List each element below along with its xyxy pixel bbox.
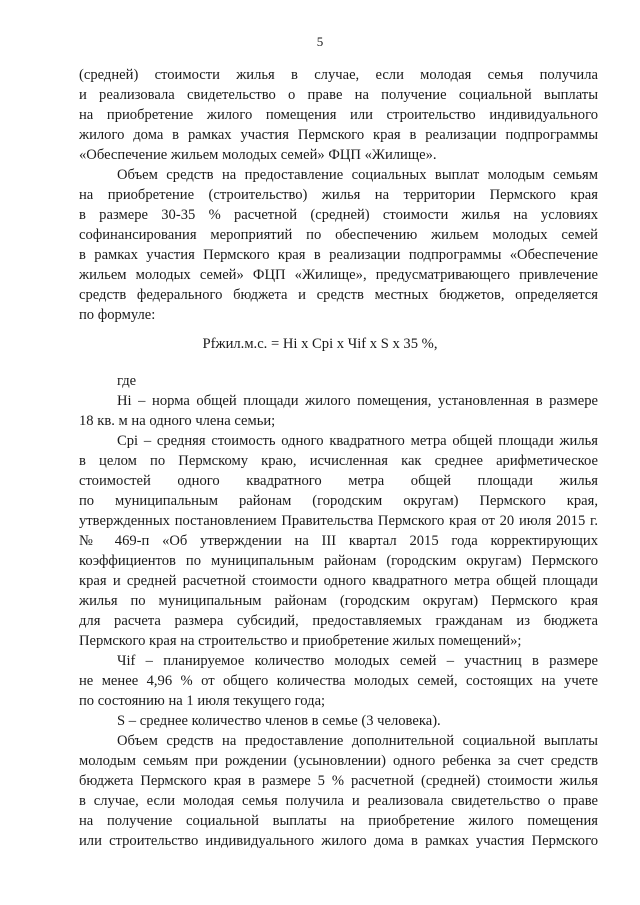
text-line: по состоянию на 1 июля текущего года; xyxy=(79,693,326,709)
text-line: края и средней расчетной стоимости одного квадратного метра общей площади xyxy=(79,573,598,589)
text-line: для расчета размера субсидий, предоставляемых гражданам из бюджета xyxy=(79,613,598,629)
formula: Рfжил.м.с. = Hi x Cpi x Чif x S x 35 %, xyxy=(202,336,438,352)
text-line: на получение социальной выплаты на приобретение жилого помещения xyxy=(79,813,598,829)
text-line: жилого дома в рамках участия Пермского края в реализации подпрограммы xyxy=(79,127,598,143)
text-line: Объем средств на предоставление дополнительной социальной выплаты xyxy=(117,733,598,749)
text-line: в случае, если молодая семья получила и реализовала свидетельство о праве xyxy=(79,793,598,809)
text-line: в целом по Пермскому краю, исчисленная как среднее арифметическое xyxy=(79,453,598,469)
page-number: 5 xyxy=(316,34,324,49)
text-line: в рамках участия Пермского края в реализации подпрограммы «Обеспечение xyxy=(79,247,598,263)
text-line: Cpi – средняя стоимость одного квадратного метра общей площади жилья xyxy=(117,433,598,449)
text-line: на приобретение (строительство) жилья на территории Пермского края xyxy=(79,187,598,203)
text-line: бюджета Пермского края в размере 5 % расчетной (средней) стоимости жилья xyxy=(79,773,598,789)
text-line: жильем молодых семей» ФЦП «Жилище», предусматривающего привлечение xyxy=(79,267,598,283)
text-line: коэффициентов по муниципальным районам (городским округам) Пермского xyxy=(79,553,598,569)
text-line: (средней) стоимости жилья в случае, если молодая семья получила xyxy=(79,67,598,83)
text-line: жилья по муниципальным районам (городским округам) Пермского края xyxy=(79,593,598,609)
text-line: Чif – планируемое количество молодых семей – участниц в размере xyxy=(117,653,598,669)
text-line: софинансирования мероприятий по обеспечению жильем молодых семей xyxy=(79,227,598,243)
text-line: стоимостей одного квадратного метра общей площади жилья xyxy=(79,473,598,489)
text-line: утвержденных постановлением Правительства Пермского края от 20 июля 2015 г. xyxy=(79,513,598,529)
text-line: Hi – норма общей площади жилого помещения, установленная в размере xyxy=(117,393,598,409)
text-line: молодым семьям при рождении (усыновлении) одного ребенка за счет средств xyxy=(79,753,598,769)
text-line: и реализовала свидетельство о праве на получение социальной выплаты xyxy=(79,87,598,103)
text-line: или строительство индивидуального жилого дома в рамках участия Пермского xyxy=(79,833,598,849)
text-line: 18 кв. м на одного члена семьи; xyxy=(79,413,276,429)
text-line: на приобретение жилого помещения или строительство индивидуального xyxy=(79,107,598,123)
text-line: Объем средств на предоставление социальных выплат молодым семьям xyxy=(117,167,598,183)
text-line: S – среднее количество членов в семье (3 человека). xyxy=(117,713,441,729)
where-label: где xyxy=(117,373,137,389)
text-line: средств федерального бюджета и средств местных бюджетов, определяется xyxy=(79,287,598,303)
text-line: по формуле: xyxy=(79,307,156,323)
text-line: не менее 4,96 % от общего количества молодых семей, состоящих на учете xyxy=(79,673,598,689)
text-line: по муниципальным районам (городским округам) Пермского края, xyxy=(79,493,598,509)
text-line: Пермского края на строительство и приобретение жилых помещений»; xyxy=(79,633,522,649)
text-line: № 469-п «Об утверждении на III квартал 2015 года корректирующих xyxy=(79,533,598,549)
text-line: в размере 30-35 % расчетной (средней) стоимости жилья на условиях xyxy=(79,207,598,223)
text-line: «Обеспечение жильем молодых семей» ФЦП «Жилище». xyxy=(79,147,437,163)
